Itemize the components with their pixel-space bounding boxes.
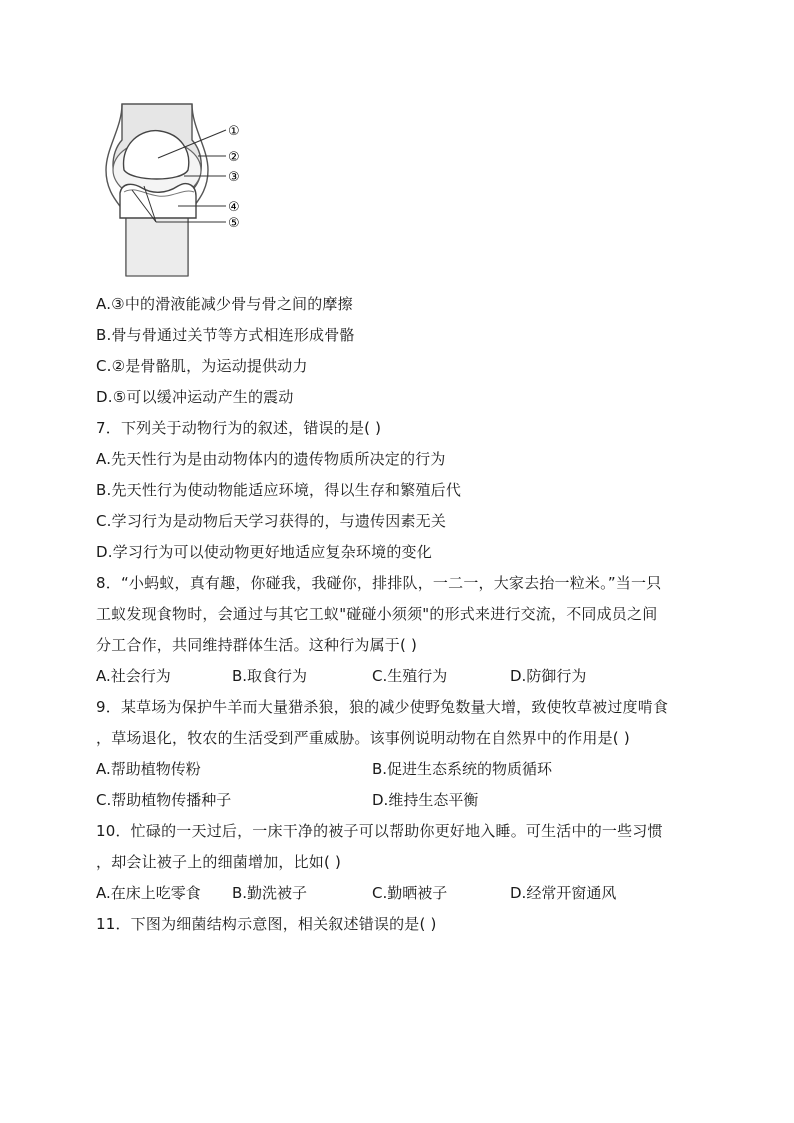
q6-option-c: C.②是骨骼肌，为运动提供动力 [96, 357, 308, 375]
knee-joint-diagram [92, 98, 272, 280]
q7-option-d: D.学习行为可以使动物更好地适应复杂环境的变化 [96, 543, 432, 561]
q9-option-a: A.帮助植物传粉 [96, 760, 201, 778]
figure-label-1: ① [228, 124, 240, 139]
q10-option-b: B.勤洗被子 [232, 884, 308, 902]
q6-option-a: A.③中的滑液能减少骨与骨之间的摩擦 [96, 295, 353, 313]
q8-option-c: C.生殖行为 [372, 667, 448, 685]
q7-option-a: A.先天性行为是由动物体内的遗传物质所决定的行为 [96, 450, 446, 468]
q8-option-a: A.社会行为 [96, 667, 171, 685]
q8-option-d: D.防御行为 [510, 667, 587, 685]
figure-label-4: ④ [228, 200, 240, 215]
q10-stem-line-1: 10．忙碌的一天过后，一床干净的被子可以帮助你更好地入睡。可生活中的一些习惯 [96, 822, 663, 840]
q10-option-d: D.经常开窗通风 [510, 884, 617, 902]
q11-stem: 11．下图为细菌结构示意图，相关叙述错误的是( ) [96, 915, 437, 933]
q9-stem-line-2: ，草场退化，牧农的生活受到严重威胁。该事例说明动物在自然界中的作用是( ) [96, 729, 630, 747]
q9-option-b: B.促进生态系统的物质循环 [372, 760, 553, 778]
q7-option-c: C.学习行为是动物后天学习获得的，与遗传因素无关 [96, 512, 447, 530]
q10-option-c: C.勤晒被子 [372, 884, 448, 902]
q8-option-b: B.取食行为 [232, 667, 308, 685]
q8-stem-line-2: 工蚁发现食物时，会通过与其它工蚁"碰碰小须须"的形式来进行交流，不同成员之间 [96, 605, 658, 623]
q7-stem: 7．下列关于动物行为的叙述，错误的是( ) [96, 419, 382, 437]
q7-option-b: B.先天性行为使动物能适应环境，得以生存和繁殖后代 [96, 481, 462, 499]
q6-option-d: D.⑤可以缓冲运动产生的震动 [96, 388, 294, 406]
q9-option-d: D.维持生态平衡 [372, 791, 479, 809]
figure-label-5: ⑤ [228, 216, 240, 231]
figure-label-3: ③ [228, 170, 240, 185]
q9-option-c: C.帮助植物传播种子 [96, 791, 232, 809]
q8-stem-line-3: 分工合作，共同维持群体生活。这种行为属于( ) [96, 636, 418, 654]
q6-option-b: B.骨与骨通过关节等方式相连形成骨骼 [96, 326, 355, 344]
figure-label-2: ② [228, 150, 240, 165]
knee-joint-figure [92, 98, 272, 280]
q10-option-a: A.在床上吃零食 [96, 884, 201, 902]
q9-stem-line-1: 9．某草场为保护牛羊而大量猎杀狼，狼的减少使野兔数量大增，致使牧草被过度啃食 [96, 698, 669, 716]
q8-stem-line-1: 8．“小蚂蚁，真有趣，你碰我，我碰你，排排队，一二一，大家去抬一粒米。”当一只 [96, 574, 662, 592]
q10-stem-line-2: ，却会让被子上的细菌增加，比如( ) [96, 853, 342, 871]
